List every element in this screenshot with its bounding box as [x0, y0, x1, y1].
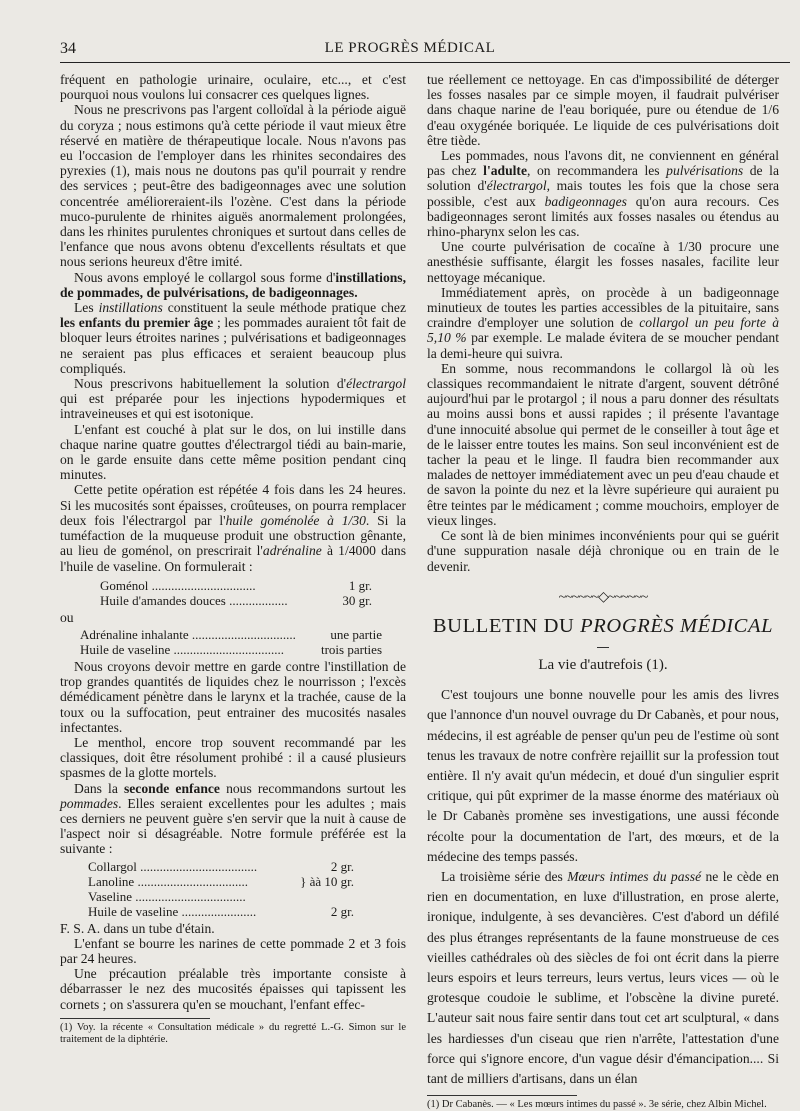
- formula-line: Adrénaline inhalante ................................ une partie: [80, 626, 382, 642]
- paragraph: La troisième série des Mœurs intimes du passé ne le cède en rien en documentation, en luxe d'illustration, en prose alerte, ironique, indulgente, à ses devancières. C'est d'abord un défilé des plus étranges représentants de la faune monstrueuse de ces vieilles cathédrales où des siècles de foi ont écrit dans la pierre leurs espoirs et leurs terreurs, leurs vertus, leurs vices — où le grotesque coudoie le sublime, et l'obscène la divine pureté. L'auteur sait nous faire sentir dans tout cet art sculptural, « dans les hardiesses d'un ciseau que rien n'arrête, l'attestation d'une force qui s'ignore encore, d'un vague désir d'émancipation.... Si tant de milliers d'artisans, dans un élan: [427, 868, 779, 1086]
- formula-gomenol: [100, 578, 372, 608]
- paragraph: Une courte pulvérisation de cocaïne à 1/30 procure une anesthésie suffisante, élargit les fosses nasales, facilite leur nettoyage mécanique.: [427, 239, 779, 285]
- paragraph: Nous croyons devoir mettre en garde contre l'instillation de trop grandes quantités de liquides chez le nourrisson ; l'excès démédicament pénètre dans le larynx et la trachée, cause de la toux ou la suffocation, peut entrainer des mucosités nasales infectantes.: [60, 658, 406, 735]
- paragraph: Une précaution préalable très importante consiste à débarrasser le nez des mucosités épaisses qui tapissent les cornets ; on s'assurera qu'en se mouchant, l'enfant effec-: [60, 966, 406, 1012]
- page-number: 34: [60, 40, 76, 57]
- paragraph: Dans la seconde enfance nous recommandons surtout les pommades. Elles seraient excellentes pour les adultes ; mais ces derniers ne peuvent guère s'en servir que la nuit à cause de l'aspect noir si désagréable. Notre formule préférée est la suivante :: [60, 780, 406, 857]
- formula-line: Huile de vaseline .................................. trois parties: [80, 641, 382, 657]
- left-column: [60, 72, 406, 1046]
- paragraph: L'enfant est couché à plat sur le dos, on lui instille dans chaque narine quatre gouttes d'électrargol tiédi au bain-marie, on le garde ensuite dans cette même position pendant cinq minutes.: [60, 421, 406, 483]
- review-text: [427, 685, 779, 1089]
- paragraph: Nous ne prescrivons pas l'argent colloïdal à la période aiguë du coryza ; nous estimons qu'à cette période il vaut mieux être réservé en matière de thérapeutique locale. Nous n'avons pas eu l'occasion de l'employer dans les rhinites secondaires des pyrexies (1), mais nous ne doutons pas qu'il pourrait y rendre des services ; peut-être des badigeonnages avec une solution concentrée amélioreraient-ils l'ozène. C'est dans la période muco-purulente de rhinites aiguës anormalement prolongées, dans les rhinites purulentes chroniques et surtout dans celles de l'enfance que nous avons obtenu d'excellents résultats et que nous serions heureux d'être imité.: [60, 102, 406, 270]
- title-dash: [597, 647, 609, 648]
- footnote: (1) Voy. la récente « Consultation médicale » du regretté L.-G. Simon sur le traitement de la diphtérie.: [60, 1021, 406, 1045]
- header-rule: [60, 62, 790, 63]
- formula-line: Huile d'amandes douces .................. 30 gr.: [100, 592, 372, 608]
- formula-line: Goménol ................................ 1 gr.: [100, 577, 372, 593]
- paragraph: Les instillations constituent la seule méthode pratique chez les enfants du premier âge ; les pommades auraient tôt fait de bloquer leurs étroites narines ; pulvérisations et badigeonnages ne seraient pas plus efficaces et seraient beaucoup plus compliqués.: [60, 300, 406, 376]
- formula-line: Vaseline ..................................: [88, 888, 246, 904]
- paragraph: L'enfant se bourre les narines de cette pommade 2 et 3 fois par 24 heures.: [60, 935, 406, 966]
- paragraph: En somme, nous recommandons le collargol là où les classiques recommandaient le nitrate d'argent, souvent détrôné aujourd'hui par le protargol ; il nous a paru donner des résultats au moins aussi bons et aussi rapides ; il présente l'avantage d'une innocuité absolue qui permet de le conseiller à tout âge et de le laisser entre toutes les mains. Son seul inconvénient est de tacher la peau et le linge. Il faudra bien recommander aux malades de nettoyer immédiatement avec un peu d'eau chaude et de savon la pointe du nez et la lèvre supérieure qui auraient pu être teintes par le médicament ; comme mouchoirs, employer de vieux linges.: [427, 360, 779, 528]
- running-title: LE PROGRÈS MÉDICAL: [324, 40, 496, 56]
- paragraph: Cette petite opération est répétée 4 fois dans les 24 heures. Si les mucosités sont épaisses, croûteuses, on pourra remplacer deux fois l'électrargol par l'huile goménolée à 1/30. Si la tuméfaction de la muqueuse produit une obstruction gênante, au lieu de goménol, on prescrirait l'adrénaline à 1/4000 dans l'huile de vaseline. On formulerait :: [60, 482, 407, 574]
- footnote-rule: [60, 1018, 210, 1019]
- paragraph: Le menthol, encore trop souvent recommandé par les classiques, doit être résolument prohibé : il a causé plusieurs spasmes de la glotte mortels.: [60, 734, 406, 781]
- formula-pommade: [88, 859, 354, 919]
- paragraph: Immédiatement après, on procède à un badigeonnage minutieux de toutes les parties accessibles de la pituitaire, sans craindre d'employer une solution de collargol un peu forte à 5,10 % par exemple. Le malade évitera de se moucher pendant la demi-heure qui suivra.: [427, 284, 779, 361]
- paragraph: C'est toujours une bonne nouvelle pour les amis des livres que l'annonce d'un nouvel ouvrage du Dr Cabanès, et pour nous, médecins, il est agréable de penser qu'un peu de l'estime où sont tenus les travaux de notre confrère rejaillit sur la profession tout entière. Il n'y avait qu'un médecin, et doué d'un singulier esprit critique, qui pût exprimer de la masse énorme des matériaux où le Dr Cabanès promène ses investigations, une aussi féconde récolte pour la documentation de l'art, des mœurs, et de la médecine des temps passés.: [427, 687, 779, 864]
- paragraph: Les pommades, nous l'avons dit, ne conviennent en général pas chez l'adulte, on recommandera les pulvérisations de la solution d'électrargol, mais toutes les fois que la chose sera possible, c'est aux badigeonnages qu'on aura recours. Ces badigeonnages seront limités aux fosses nasales ou étendus au rhino-pharynx selon les cas.: [427, 148, 780, 240]
- bulletin-title: BULLETIN DU PROGRÈS MÉDICAL: [432, 614, 774, 637]
- paragraph: F. S. A. dans un tube d'étain.: [60, 920, 215, 936]
- paragraph: fréquent en pathologie urinaire, oculaire, etc..., et c'est pourquoi nous voulons lui consacrer ces quelques lignes.: [60, 72, 406, 103]
- ornament-divider: ~~~~~~◇~~~~~~: [558, 589, 648, 605]
- paragraph: tue réellement ce nettoyage. En cas d'impossibilité de déterger les fosses nasales par ce simple moyen, il faudrait pulvériser dans chaque narine de l'eau boriquée, pure ou étendue de 1/6 d'eau oxygénée boriquée. Le liquide de ces pulvérisations doit être tiède.: [427, 72, 779, 148]
- or-word: ou: [60, 609, 74, 625]
- paragraph: Nous prescrivons habituellement la solution d'électrargol qui est préparée pour les injections hypodermiques et intraveineuses et qui est isotonique.: [60, 376, 406, 422]
- page-header: [60, 40, 760, 60]
- formula-line: Lanoline .................................. } àà 10 gr.: [88, 873, 354, 889]
- right-column: [427, 72, 779, 1111]
- section-title: La vie d'autrefois (1).: [538, 656, 668, 673]
- footnote: (1) Dr Cabanès. — « Les mœurs intimes du passé ». 3e série, chez Albin Michel.: [427, 1099, 767, 1111]
- paragraph: Nous avons employé le collargol sous forme d'instillations, de pommades, de pulvérisations, de badigeonnages.: [60, 269, 406, 300]
- footnote-rule: [427, 1095, 577, 1096]
- formula-adrenaline: [80, 627, 382, 657]
- paragraph: Ce sont là de bien minimes inconvénients pour qui se guérit d'une suppuration nasale déjà chronique ou en train de le devenir.: [427, 528, 779, 574]
- formula-line: Huile de vaseline ....................... 2 gr.: [88, 903, 354, 919]
- formula-line: Collargol .................................... 2 gr.: [88, 858, 354, 874]
